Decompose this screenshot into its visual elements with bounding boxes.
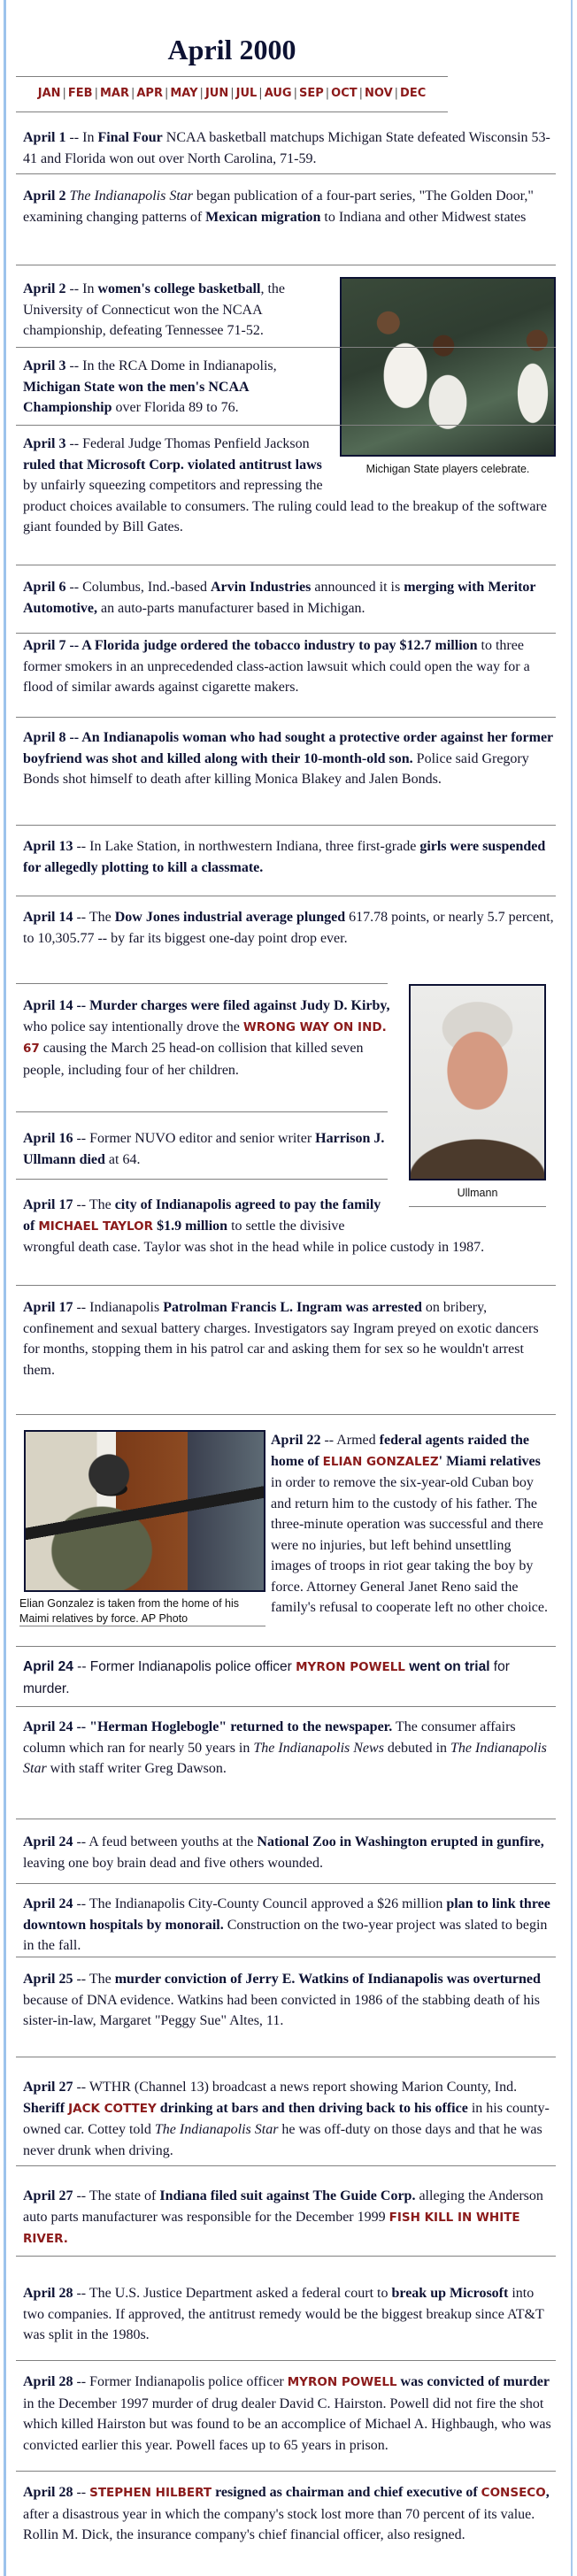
timeline-entry: [23, 1832, 554, 1873]
timeline-entry: [23, 2186, 554, 2250]
float-spacer: [331, 434, 554, 496]
entry-highlight: Final Four: [97, 130, 163, 145]
entry-date: April 24: [23, 1834, 73, 1849]
photo-caption-basketball: Michigan State players celebrate.: [365, 463, 530, 475]
entry-link[interactable]: WRONG WAY ON IND. 67: [23, 1019, 387, 1056]
publication-title: The Indianapolis Star: [69, 188, 194, 204]
divider: [16, 173, 556, 174]
entry-text: -- The state of: [73, 2188, 160, 2203]
entry-text: leaving one boy brain dead and five others wounded.: [23, 1855, 324, 1871]
timeline-entry: [23, 635, 554, 698]
entry-highlight: $1.9 million: [153, 1218, 228, 1234]
entry-date: April 17: [23, 1300, 73, 1315]
entry-highlight: women's college basketball: [97, 281, 261, 296]
nav-separator: |: [199, 87, 204, 100]
entry-text: in order to remove the six-year-old Cuban boy and return him to the custody of his father. The three-minute operation was successful and there were no injuries, but left behind unsettling images of troops in riot gear taking the boy by force. Attorney General Janet Reno said the family's refusal to cooperate left no other choice.: [271, 1475, 548, 1615]
divider: [16, 347, 556, 348]
month-link-jan[interactable]: JAN: [37, 87, 61, 100]
entry-date: April 28: [23, 2286, 73, 2301]
entry-highlight: ruled that Microsoft Corp. violated antitrust laws: [23, 457, 322, 473]
timeline-entry: [23, 434, 554, 538]
entry-text: -- The Indianapolis City-County Council approved a $26 million: [73, 1896, 447, 1911]
entry-text: who police say intentionally drove the: [23, 1019, 243, 1034]
entry-highlight: -- Murder charges were filed against Judy D. Kirby,: [73, 998, 390, 1013]
entry-date: April 6: [23, 580, 66, 595]
month-link-jul[interactable]: JUL: [235, 87, 258, 100]
divider: [16, 76, 448, 77]
entry-link[interactable]: ELIAN GONZALEZ: [322, 1454, 439, 1469]
entry-text: in his county-owned car. Cottey told: [23, 2100, 550, 2137]
entry-date: April 22: [271, 1433, 321, 1448]
nav-separator: |: [325, 87, 330, 100]
entry-text: at 64.: [104, 1151, 141, 1167]
entry-text: -- WTHR (Channel 13) broadcast a news report showing Marion County, Ind.: [73, 2080, 518, 2095]
photo-caption-ullmann: Ullmann: [457, 1187, 498, 1199]
timeline-entry: [23, 836, 554, 878]
divider: [16, 2360, 556, 2361]
entry-text: -- In: [65, 281, 98, 296]
entry-text: -- Columbus, Ind.-based: [65, 580, 211, 595]
entry-date: April 24: [23, 1896, 73, 1911]
entry-text: for murder.: [23, 1659, 510, 1696]
entry-text: -- The U.S. Justice Department asked a federal court to: [73, 2286, 392, 2301]
entry-highlight: girls were suspended for allegedly plotting to kill a classmate.: [23, 839, 546, 875]
entry-text: Construction on the two-year project was slated to begin in the fall.: [23, 1917, 548, 1953]
photo-caption-elian: Elian Gonzalez is taken from the home of his Maimi relatives by force. AP Photo: [19, 1597, 240, 1625]
entry-date: April 3: [23, 436, 66, 451]
entry-highlight: break up Microsoft: [391, 2286, 509, 2301]
timeline-entry: [23, 2482, 554, 2546]
entry-date: April 17: [23, 1197, 73, 1212]
entry-text: -- Former NUVO editor and senior writer: [73, 1131, 316, 1146]
entry-link[interactable]: STEPHEN HILBERT: [89, 2486, 212, 2500]
page-title: April 2000: [167, 34, 296, 65]
divider: [16, 717, 556, 718]
entry-date: April 24: [23, 1719, 73, 1734]
entry-date: April 27: [23, 2080, 73, 2095]
publication-title: The Indianapolis Star: [154, 2122, 279, 2137]
entry-text: 617.78 points, or nearly 5.7 percent, to 10,305.77 -- by far its biggest one-day point drop ever.: [23, 910, 554, 946]
entry-text: announced it is: [311, 580, 404, 595]
entry-date: April 2: [23, 188, 66, 204]
nav-separator: |: [94, 87, 98, 100]
entry-date: April 3: [23, 358, 66, 373]
entry-link[interactable]: MICHAEL TAYLOR: [38, 1219, 154, 1234]
timeline-entry: [23, 727, 554, 790]
divider: [16, 1706, 556, 1707]
month-link-may[interactable]: MAY: [170, 87, 198, 100]
timeline-entry: [23, 2077, 554, 2161]
entry-text: in the December 1997 murder of drug dealer David C. Hairston. Powell did not fire the shot which killed Hairston but was found to be an accomplice of Michael A. Highbaugh, who was convicted earlier this year. Powell faces up to 65 years in prison.: [23, 2395, 551, 2453]
nav-separator: |: [258, 87, 263, 100]
entry-text: -- In the RCA Dome in Indianapolis,: [65, 358, 277, 373]
entry-highlight: went on trial: [404, 1659, 490, 1674]
month-link-aug[interactable]: AUG: [264, 87, 292, 100]
entry-highlight: plan to link three downtown hospitals by monorail.: [23, 1896, 550, 1933]
timeline-entry: [23, 127, 554, 169]
entry-text: -- Armed: [320, 1433, 380, 1448]
timeline-entry: [271, 1430, 554, 1619]
entry-highlight: was convicted of murder: [396, 2374, 550, 2389]
month-link-apr[interactable]: APR: [136, 87, 163, 100]
entry-text: began publication of a four-part series, "The Golden Door," examining changing patterns of: [23, 188, 534, 225]
nav-separator: |: [130, 87, 135, 100]
timeline-entry: [23, 186, 554, 227]
float-spacer: [395, 1195, 554, 1236]
entry-date: April 28: [23, 2374, 73, 2389]
entry-highlight: drinking at bars and then driving back to his office: [156, 2100, 468, 2116]
entry-highlight: ,: [545, 2485, 550, 2500]
entry-highlight: murder conviction of Jerry E. Watkins of Indianapolis was overturned: [114, 1972, 541, 1987]
timeline-entry: [23, 2283, 554, 2346]
entry-text: on bribery, confinement and sexual battery charges. Investigators say Ingram preyed on exotic dancers for months, stopping them in his patrol car and asking them for sex so he wouldn't arrest them.: [23, 1300, 539, 1378]
month-link-jun[interactable]: JUN: [204, 87, 229, 100]
entry-date: April 7: [23, 638, 66, 653]
entry-text: an auto-parts manufacturer based in Michigan.: [96, 600, 365, 616]
entry-text: by unfairly squeezing competitors and repressing the product choices available to consumers. The ruling could lead to the breakup of the software giant founded by Bill Gates.: [23, 478, 547, 534]
entry-highlight: Mexican migration: [205, 209, 321, 225]
entry-text: after a disastrous year in which the company's stock lost more than 70 percent of its value. Rollin M. Dick, the insurance company's chief financial officer, also resigned.: [23, 2506, 535, 2542]
entry-link[interactable]: JACK COTTEY: [68, 2101, 157, 2116]
divider: [16, 1179, 388, 1180]
entry-text: causing the March 25 head-on collision that killed seven people, including four of her children.: [23, 1041, 364, 1078]
entry-highlight: Patrolman Francis L. Ingram was arrested: [163, 1300, 422, 1315]
entry-text: NCAA basketball matchups Michigan State defeated Wisconsin 53-41 and Florida won out over North Carolina, 71-59.: [23, 130, 550, 166]
entry-highlight: Harrison J. Ullmann died: [23, 1131, 385, 1167]
entry-date: April 27: [23, 2188, 73, 2203]
month-navigation: [16, 85, 448, 103]
entry-text: to Indiana and other Midwest states: [320, 209, 527, 225]
entry-highlight: federal agents raided the home of: [271, 1433, 529, 1469]
nav-separator: |: [164, 87, 169, 100]
publication-title: The Indianapolis Star: [23, 1740, 547, 1776]
entry-date: April 14: [23, 910, 73, 925]
entry-text: he was off-duty on those days and that he was never drunk when driving.: [23, 2122, 542, 2158]
entry-text: -- Indianapolis: [73, 1300, 164, 1315]
publication-title: The Indianapolis News: [253, 1740, 384, 1756]
entry-text: -- The: [73, 1972, 115, 1987]
month-link-dec[interactable]: DEC: [400, 87, 427, 100]
entry-text: -- A feud between youths at the: [73, 1834, 258, 1849]
entry-highlight: resigned as chairman and chief executive of: [212, 2485, 481, 2500]
divider: [16, 1285, 556, 1286]
entry-text: Police said Gregory Bonds shot himself to death after killing Monica Blakey and Jalen Bonds.: [23, 750, 529, 787]
nav-separator: |: [293, 87, 297, 100]
divider: [16, 2165, 556, 2166]
entry-text: -- In Lake Station, in northwestern Indiana, three first-grade: [73, 839, 420, 854]
entry-text: -- Former Indianapolis police officer: [73, 1659, 296, 1674]
month-link-mar[interactable]: MAR: [99, 87, 129, 100]
entry-link[interactable]: FISH KILL IN WHITE RIVER.: [23, 2210, 520, 2246]
entry-date: April 8: [23, 730, 66, 745]
entry-text: -- The: [73, 1197, 115, 1212]
entry-highlight: National Zoo in Washington erupted in gunfire,: [257, 1834, 544, 1849]
divider: [16, 111, 448, 112]
photo-basketball: [340, 277, 556, 457]
divider: [16, 633, 556, 634]
timeline-entry: [23, 577, 554, 619]
timeline-entry: [23, 907, 554, 949]
entry-text: --: [73, 2485, 90, 2500]
entry-text: into two companies. If approved, the antitrust remedy would be the biggest breakup since AT&T was split in the 1980s.: [23, 2286, 544, 2342]
entry-highlight: Michigan State won the men's NCAA Championship: [23, 379, 249, 415]
divider: [16, 1646, 556, 1647]
entry-text: -- Former Indianapolis police officer: [73, 2374, 288, 2389]
entry-highlight: -- An Indianapolis woman who had sought a protective order against her former boyfriend was shot and killed along with their 10-month-old son.: [23, 730, 553, 766]
entry-text: because of DNA evidence. Watkins had been convicted in 1986 of the stabbing death of his sister-in-law, Margaret "Peggy Sue" Altes, 11.: [23, 1992, 541, 2028]
entry-link[interactable]: MYRON POWELL: [287, 2375, 397, 2389]
divider: [16, 1111, 388, 1112]
entry-text: with staff writer Greg Dawson.: [46, 1761, 227, 1776]
nav-separator: |: [230, 87, 235, 100]
timeline-entry: [23, 1894, 554, 1957]
month-link-sep[interactable]: SEP: [298, 87, 324, 100]
entry-highlight: Dow Jones industrial average plunged: [114, 910, 346, 925]
entry-highlight: merging with Meritor Automotive,: [23, 580, 536, 616]
photo-ullmann: [409, 984, 546, 1180]
entry-link[interactable]: MYRON POWELL: [296, 1660, 405, 1674]
divider: [16, 825, 556, 826]
entry-highlight: -- "Herman Hoglebogle" returned to the newspaper.: [73, 1719, 393, 1734]
entry-highlight: ' Miami relatives: [438, 1453, 541, 1469]
month-link-oct[interactable]: OCT: [331, 87, 358, 100]
divider: [16, 1414, 556, 1415]
entry-date: April 2: [23, 281, 66, 296]
entry-text: -- In: [65, 130, 98, 145]
photo-elian: [24, 1430, 265, 1592]
month-link-nov[interactable]: NOV: [365, 87, 393, 100]
entry-date: April 14: [23, 998, 73, 1013]
divider: [16, 2471, 556, 2472]
entry-highlight: Indiana filed suit against The Guide Corp.: [159, 2188, 416, 2203]
entry-highlight: Sheriff: [23, 2100, 69, 2116]
divider: [16, 1883, 556, 1884]
entry-date: April 24: [23, 1659, 73, 1674]
divider: [16, 2256, 556, 2257]
entry-text: to settle the divisive wrongful death case. Taylor was shot in the head while in police custody in 1987.: [23, 1218, 485, 1255]
divider: [16, 983, 388, 984]
nav-separator: |: [62, 87, 66, 100]
entry-link[interactable]: CONSECO: [481, 2486, 546, 2500]
entry-highlight: Arvin Industries: [210, 580, 312, 595]
entry-date: April 1: [23, 130, 66, 145]
entry-highlight: city of Indianapolis agreed to pay the family of: [23, 1197, 381, 1234]
timeline-entry: [23, 1717, 554, 1780]
timeline-entry: [23, 1657, 554, 1699]
entry-date: April 28: [23, 2485, 73, 2500]
entry-text: debuted in: [383, 1740, 451, 1756]
timeline-entry: [23, 1969, 554, 2032]
timeline-entry: [23, 1195, 554, 1258]
timeline-entry: [23, 1128, 395, 1170]
entry-text: -- The: [73, 910, 115, 925]
entry-text: -- Federal Judge Thomas Penfield Jackson: [65, 436, 310, 451]
timeline-entry: [23, 1297, 554, 1380]
nav-separator: |: [394, 87, 399, 100]
timeline-entry: [23, 356, 331, 419]
divider: [16, 425, 556, 426]
entry-text: to three former smokers in an unprecedended class-action lawsuit which could open the way for a flood of similar awards against cigarette makers.: [23, 638, 530, 695]
page-frame-left: [4, 0, 6, 2576]
nav-separator: |: [358, 87, 363, 100]
entry-highlight: -- A Florida judge ordered the tobacco industry to pay $12.7 million: [65, 638, 478, 653]
entry-text: over Florida 89 to 76.: [112, 400, 239, 415]
page-frame-right: [571, 0, 573, 2576]
entry-date: April 13: [23, 839, 73, 854]
timeline-entry: [23, 279, 331, 342]
entry-date: April 25: [23, 1972, 73, 1987]
entry-text: The consumer affairs column which ran for nearly 50 years in: [23, 1719, 516, 1756]
entry-text: alleging the Anderson auto parts manufacturer was responsible for the December 1999: [23, 2188, 543, 2225]
month-link-feb[interactable]: FEB: [67, 87, 93, 100]
entry-text: , the University of Connecticut won the NCAA championship, defeating Tennessee 71-52.: [23, 281, 285, 338]
timeline-entry: [23, 2372, 554, 2456]
entry-date: April 16: [23, 1131, 73, 1146]
timeline-entry: [23, 996, 395, 1080]
